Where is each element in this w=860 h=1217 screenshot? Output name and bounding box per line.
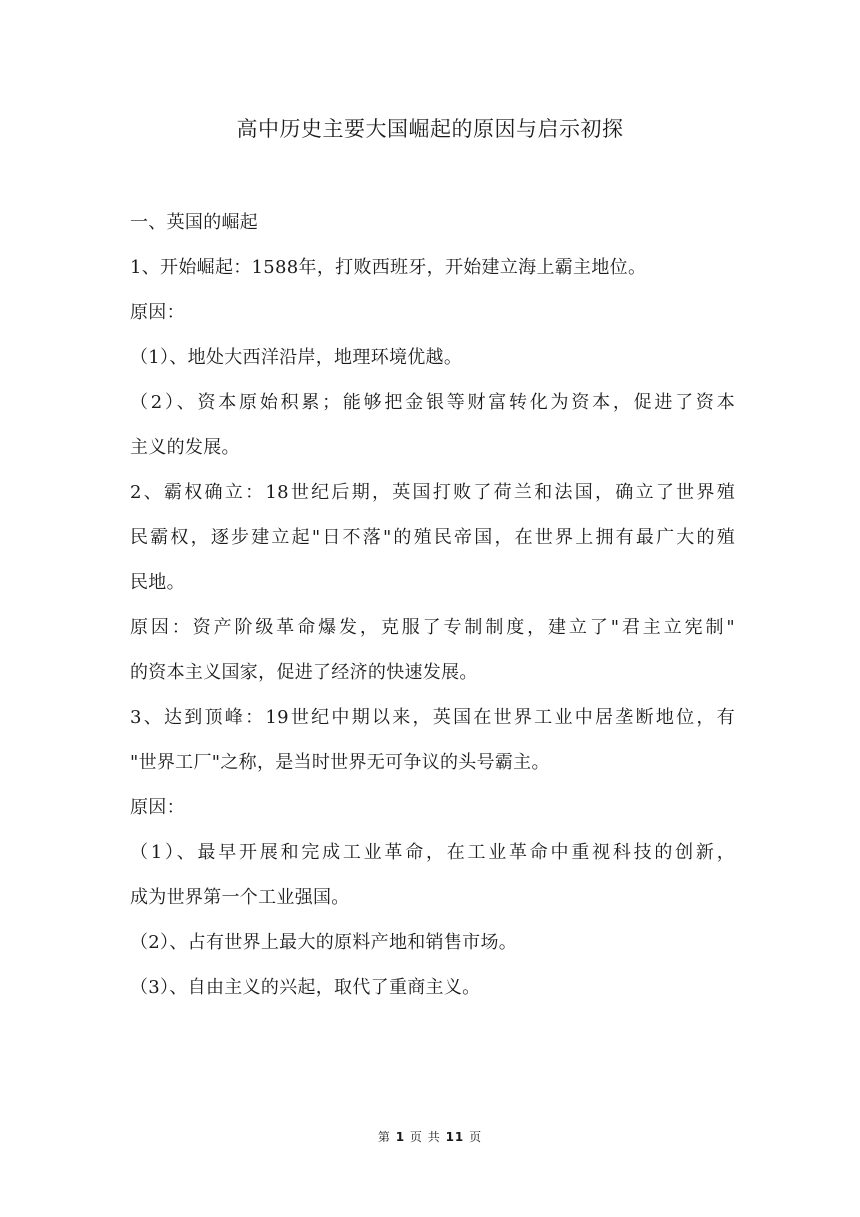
page-footer <box>0 1128 860 1146</box>
paragraph-line: （3）、自由主义的兴起，取代了重商主义。 <box>130 977 481 998</box>
paragraph-line: 2、霸权确立：18世纪后期，英国打败了荷兰和法国，确立了世界殖 <box>130 482 735 503</box>
paragraph-line: "世界工厂"之称，是当时世界无可争议的头号霸主。 <box>130 752 550 773</box>
paragraph-line: （1）、最早开展和完成工业革命，在工业革命中重视科技的创新， <box>130 842 735 863</box>
paragraph-line: 原因： <box>130 797 185 818</box>
paragraph-line: 1、开始崛起：1588年，打败西班牙，开始建立海上霸主地位。 <box>130 257 647 278</box>
footer-middle: 页 共 <box>409 1130 441 1144</box>
paragraph-line: 原因： <box>130 302 185 323</box>
paragraph-line: （1）、地处大西洋沿岸，地理环境优越。 <box>130 347 463 368</box>
paragraph-line: 民霸权，逐步建立起"日不落"的殖民帝国，在世界上拥有最广大的殖 <box>130 527 735 548</box>
paragraph-line: 3、达到顶峰：19世纪中期以来，英国在世界工业中居垄断地位，有 <box>130 707 735 728</box>
paragraph-line: （2）、占有世界上最大的原料产地和销售市场。 <box>130 932 518 953</box>
paragraph-line: 民地。 <box>130 572 185 593</box>
paragraph-line: 原因：资产阶级革命爆发，克服了专制制度，建立了"君主立宪制" <box>130 617 735 638</box>
footer-prefix: 第 <box>377 1130 391 1144</box>
paragraph-line: 主义的发展。 <box>130 437 240 458</box>
section-heading: 一、英国的崛起 <box>130 212 259 233</box>
footer-page-number: 1 <box>395 1130 406 1144</box>
paragraph-line: （2）、资本原始积累；能够把金银等财富转化为资本，促进了资本 <box>130 392 735 413</box>
document-body <box>130 200 735 1010</box>
paragraph-line: 的资本主义国家，促进了经济的快速发展。 <box>130 662 478 683</box>
footer-total-pages: 11 <box>445 1130 465 1144</box>
document-title: 高中历史主要大国崛起的原因与启示初探 <box>236 117 624 141</box>
paragraph-line: 成为世界第一个工业强国。 <box>130 887 350 908</box>
footer-suffix: 页 <box>469 1130 483 1144</box>
